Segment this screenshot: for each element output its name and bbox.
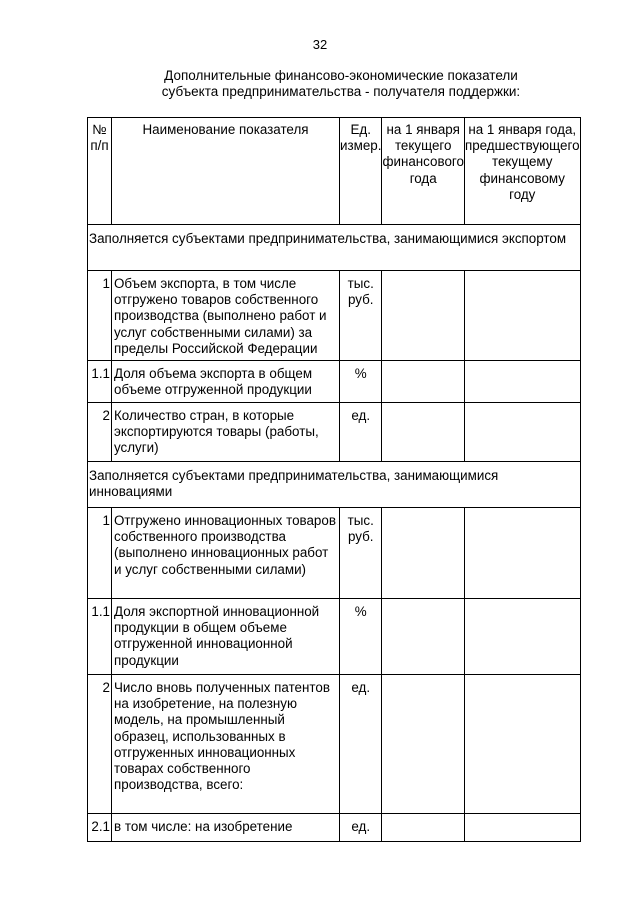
table-row	[88, 675, 581, 814]
value-current-year-cell[interactable]	[382, 403, 464, 462]
section-row	[88, 462, 581, 508]
header-name: Наименование показателя	[112, 118, 340, 225]
indicators-table	[87, 117, 581, 842]
row-num: 1.1	[88, 599, 112, 675]
document-heading	[100, 68, 582, 99]
value-previous-year-cell[interactable]	[464, 675, 580, 814]
heading-line-1: Дополнительные финансово-экономические показатели	[164, 68, 518, 83]
header-num: № п/п	[88, 118, 112, 225]
table-row	[88, 271, 581, 361]
row-name: Отгружено инновационных товаров собственного производства (выполнено инновационных работ и услуг собственными силами)	[112, 508, 340, 599]
row-name: в том числе: на изобретение	[112, 814, 340, 842]
table-row	[88, 814, 581, 842]
row-num: 1	[88, 271, 112, 361]
row-unit: ед.	[340, 675, 382, 814]
table-row	[88, 508, 581, 599]
value-current-year-cell[interactable]	[382, 508, 464, 599]
row-num: 2	[88, 675, 112, 814]
row-num: 1.1	[88, 361, 112, 403]
header-previous-year: на 1 января года, предшествующего текущему финансовому году	[464, 118, 580, 225]
table-header-row	[88, 118, 581, 225]
row-unit: ед.	[340, 403, 382, 462]
value-current-year-cell[interactable]	[382, 814, 464, 842]
section-row	[88, 225, 581, 271]
section-title-export: Заполняется субъектами предпринимательства, занимающимися экспортом	[88, 225, 581, 271]
value-previous-year-cell[interactable]	[464, 403, 580, 462]
row-num: 2	[88, 403, 112, 462]
table-row	[88, 403, 581, 462]
value-previous-year-cell[interactable]	[464, 361, 580, 403]
table-row	[88, 599, 581, 675]
row-name: Доля объема экспорта в общем объеме отгруженной продукции	[112, 361, 340, 403]
table-row	[88, 361, 581, 403]
row-name: Количество стран, в которые экспортируются товары (работы, услуги)	[112, 403, 340, 462]
value-current-year-cell[interactable]	[382, 599, 464, 675]
value-previous-year-cell[interactable]	[464, 508, 580, 599]
value-current-year-cell[interactable]	[382, 361, 464, 403]
row-name: Число вновь полученных патентов на изобретение, на полезную модель, на промышленный образец, использованных в отгруженных инновационных товарах собственного производства, всего:	[112, 675, 340, 814]
row-unit: тыс. руб.	[340, 271, 382, 361]
section-title-innovation: Заполняется субъектами предпринимательства, занимающимися инновациями	[88, 462, 581, 508]
row-unit: тыс. руб.	[340, 508, 382, 599]
heading-line-2: субъекта предпринимательства - получателя поддержки:	[161, 83, 521, 99]
value-current-year-cell[interactable]	[382, 675, 464, 814]
value-previous-year-cell[interactable]	[464, 271, 580, 361]
row-unit: %	[340, 599, 382, 675]
value-previous-year-cell[interactable]	[464, 599, 580, 675]
row-unit: ед.	[340, 814, 382, 842]
row-num: 1	[88, 508, 112, 599]
value-previous-year-cell[interactable]	[464, 814, 580, 842]
row-name: Объем экспорта, в том числе отгружено товаров собственного производства (выполнено работ и услуг собственными силами) за пределы Российской Федерации	[112, 271, 340, 361]
row-unit: %	[340, 361, 382, 403]
value-current-year-cell[interactable]	[382, 271, 464, 361]
row-num: 2.1	[88, 814, 112, 842]
header-current-year: на 1 января текущего финансового года	[382, 118, 464, 225]
header-unit: Ед. измер.	[340, 118, 382, 225]
row-name: Доля экспортной инновационной продукции в общем объеме отгруженной инновационной продукции	[112, 599, 340, 675]
page-number: 32	[312, 37, 328, 52]
